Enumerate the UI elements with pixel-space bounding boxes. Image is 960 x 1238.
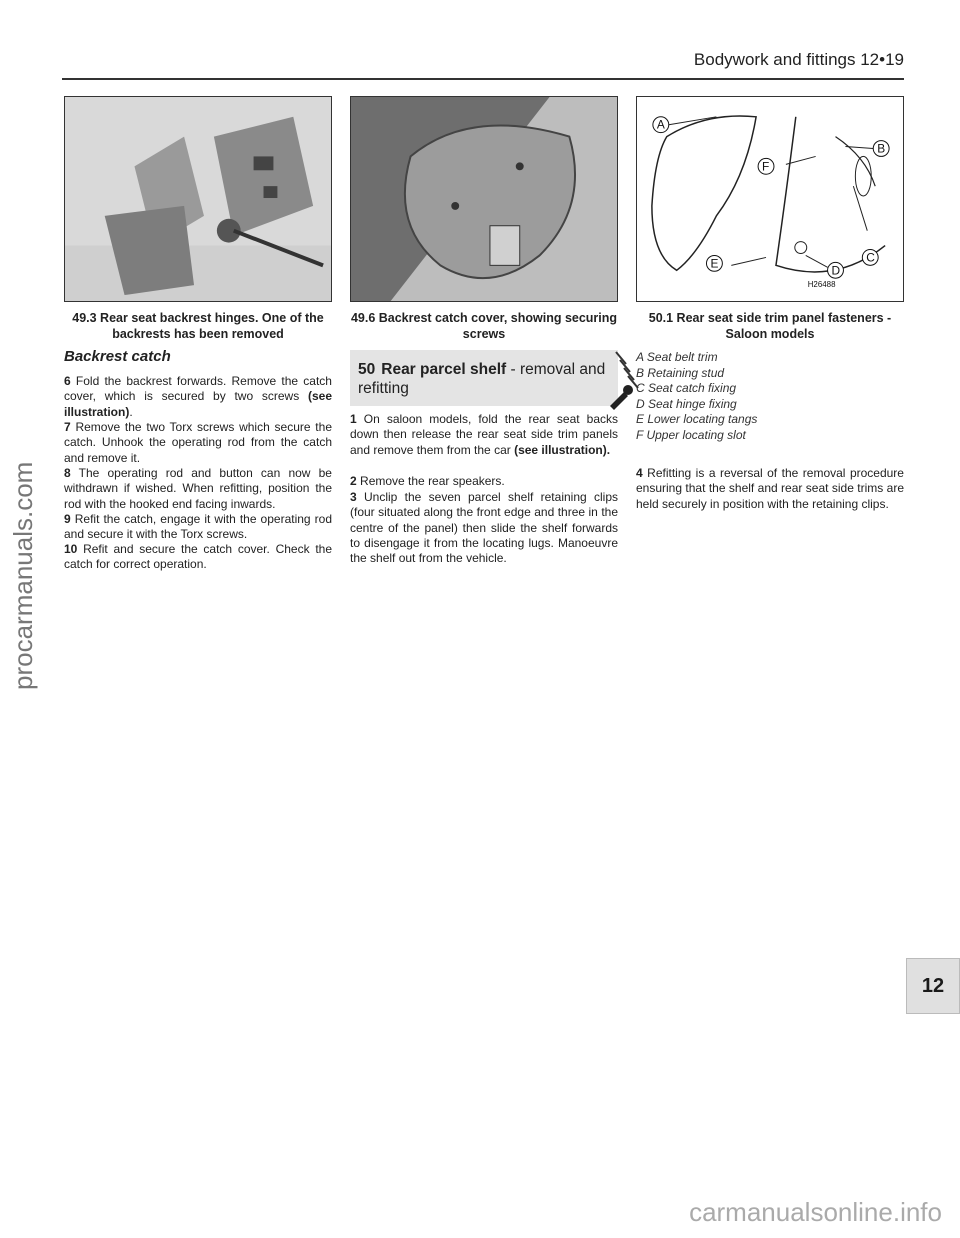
figure-legend [636, 350, 757, 443]
legend-item-c: C Seat catch fixing [636, 381, 737, 395]
step-1: 1 On saloon models, fold the rear seat backs down then release the rear seat side trim panels and remove them from the car (see illustration). [350, 412, 619, 457]
section-50-banner [350, 350, 618, 406]
backrest-catch-heading: Backrest catch [64, 348, 171, 365]
figure-caption-2: 49.6 Backrest catch cover, showing securing screws [350, 311, 618, 341]
step-8: 8 The operating rod and button can now be withdrawn if wished. When refitting, position the rod with the hooked end facing inwards. [64, 466, 332, 511]
footer-watermark: carmanualsonline.info [689, 1197, 942, 1227]
callout-c: C [866, 250, 875, 265]
drawing-ref: H26488 [807, 280, 836, 290]
section-50-title: 50 Rear parcel shelf - removal and refitting [358, 361, 606, 397]
figure-catch-cover-photo [350, 96, 618, 302]
callout-b: B [877, 141, 886, 156]
callout-a: A [656, 117, 665, 132]
figure-caption-1: 49.3 Rear seat backrest hinges. One of the backrests has been removed [72, 311, 324, 341]
step-2: 2 Remove the rear speakers. [350, 474, 505, 488]
figure-caption-3: 50.1 Rear seat side trim panel fasteners - Saloon models [648, 311, 892, 341]
legend-item-f: F Upper locating slot [636, 427, 746, 442]
difficulty-spanner-icon [606, 344, 640, 412]
step-6: 6 Fold the backrest forwards. Remove the catch cover, which is secured by two screws (see illustration). [64, 374, 332, 419]
callout-d: D [831, 263, 841, 278]
figure-hinges-photo [64, 96, 332, 302]
legend-item-a: A Seat belt trim [636, 350, 718, 364]
step-9: 9 Refit the catch, engage it with the operating rod and secure it with the Torx screws. [64, 512, 332, 542]
page-header-title: Bodywork and fittings 12•19 [693, 50, 904, 69]
legend-item-d: D Seat hinge fixing [636, 396, 737, 411]
figure-trim-fasteners-drawing [636, 96, 904, 302]
step-10: 10 Refit and secure the catch cover. Check the catch for correct operation. [64, 542, 332, 572]
legend-item-e: E Lower locating tangs [636, 412, 758, 426]
step-3: 3 Unclip the seven parcel shelf retaining clips (four situated along the front edge and three in the centre of the panel) then slide the shelf forwards to disengage it from the locating lugs. Manoeuvre the shelf out from the vehicle. [350, 490, 618, 566]
step-4: 4 Refitting is a reversal of the removal procedure ensuring that the shelf and rear seat side trims are held securely in position with the retaining clips. [636, 466, 904, 511]
header-rule [62, 78, 904, 80]
callout-e: E [710, 256, 719, 271]
step-7: 7 Remove the two Torx screws which secure the catch. Unhook the operating rod from the catch and remove it. [64, 420, 332, 465]
side-watermark: procarmanuals.com [8, 461, 38, 690]
legend-item-b: B Retaining stud [636, 365, 725, 380]
callout-f: F [762, 159, 770, 174]
chapter-tab: 12 [906, 958, 960, 1014]
